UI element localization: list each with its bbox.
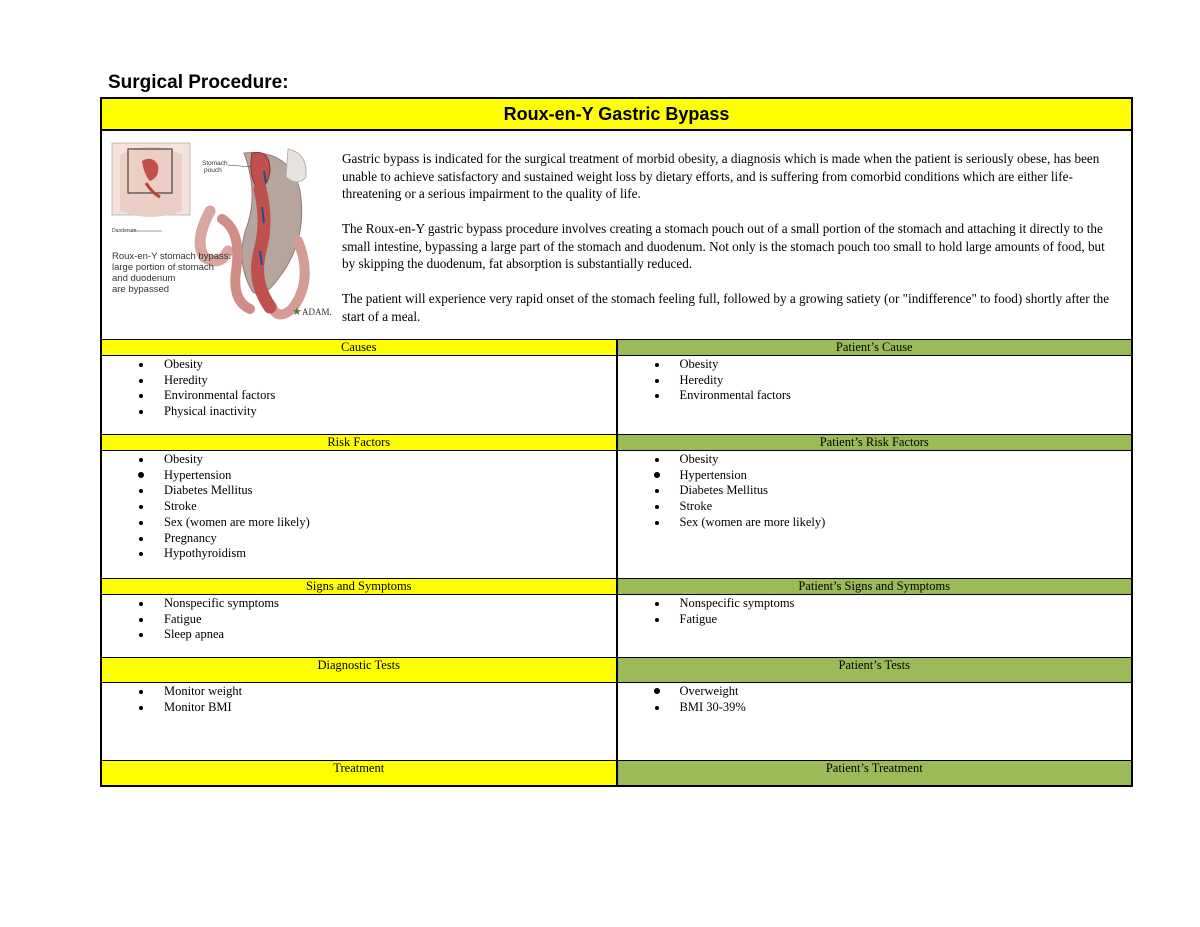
diagnostic-tests-header: Diagnostic Tests: [102, 658, 616, 683]
risk-factors-cell: [102, 451, 616, 579]
list-item: Environmental factors: [102, 388, 616, 404]
list-item: Hypertension: [618, 468, 1132, 484]
description-paragraph-3: The patient will experience very rapid onset of the stomach feeling full, followed by a growing satiety (or "indifference" to food) shortly after the start of a meal.: [342, 291, 1110, 324]
patient-signs-symptoms-cell: [616, 595, 1132, 658]
description-paragraph-2: The Roux-en-Y gastric bypass procedure involves creating a stomach pouch out of a small portion of the stomach and attaching it directly to the small intestine, bypassing a large part of the stomach and duodenum. Not only is the stomach pouch too small to hold large amounts of food, but by skipping the duodenum, fat absorption is substantially reduced.: [342, 221, 1105, 271]
list-item: Diabetes Mellitus: [618, 483, 1132, 499]
patient-cause-list: [618, 356, 1132, 404]
treatment-header-row: [102, 761, 1131, 785]
procedure-title: Roux-en-Y Gastric Bypass: [102, 99, 1131, 131]
list-item: Fatigue: [618, 612, 1132, 628]
risk-factors-header: Risk Factors: [102, 435, 616, 451]
list-item: Sex (women are more likely): [102, 515, 616, 531]
list-item: Stroke: [102, 499, 616, 515]
figure-caption-2: large portion of stomach: [112, 262, 214, 273]
list-item: Heredity: [618, 373, 1132, 389]
list-item: Monitor BMI: [102, 700, 616, 716]
signs-symptoms-cell: [102, 595, 616, 658]
signs-symptoms-list: [102, 595, 616, 643]
procedure-description: [340, 131, 1131, 339]
svg-text:Roux-en-Y stomach bypass:: [112, 251, 234, 295]
causes-header-row: [102, 340, 1131, 356]
list-item: Monitor weight: [102, 684, 616, 700]
adam-logo: ADAM.: [302, 307, 332, 317]
label-pouch-1: Stomach: [202, 160, 228, 167]
patient-cause-cell: [616, 356, 1132, 435]
signs-symptoms-header: Signs and Symptoms: [102, 579, 616, 595]
svg-text:Stomach pouch: [202, 160, 229, 174]
causes-cell: [102, 356, 616, 435]
patient-tests-header: Patient’s Tests: [616, 658, 1132, 683]
patient-risk-factors-cell: [616, 451, 1132, 579]
patient-signs-symptoms-list: [618, 595, 1132, 627]
adam-star-icon: ★: [292, 306, 302, 318]
procedure-table: [100, 97, 1133, 787]
list-item: Physical inactivity: [102, 404, 616, 420]
list-item: Obesity: [618, 357, 1132, 373]
figure-caption-3: and duodenum: [112, 273, 176, 284]
figure-caption-1: Roux-en-Y stomach bypass:: [112, 251, 232, 262]
label-duodenum: Duodenum: [112, 228, 137, 234]
patient-cause-header: Patient’s Cause: [616, 340, 1132, 356]
diagnostic-tests-list: [102, 683, 616, 715]
diagnostic-tests-cell: [102, 683, 616, 761]
risk-body-row: [102, 451, 1131, 579]
signs-body-row: [102, 595, 1131, 658]
list-item: Obesity: [102, 357, 616, 373]
patient-tests-list: [618, 683, 1132, 715]
signs-header-row: [102, 579, 1131, 595]
list-item: Hypertension: [102, 468, 616, 484]
causes-list: [102, 356, 616, 420]
list-item: Obesity: [102, 452, 616, 468]
description-paragraph-1: Gastric bypass is indicated for the surgical treatment of morbid obesity, a diagnosis which is made when the patient is seriously obese, has been unable to achieve satisfactory and sustained weight loss by dietary efforts, and is suffering from comorbid conditions which are either life-threatening or a serious impairment to the quality of life.: [342, 151, 1100, 201]
list-item: Fatigue: [102, 612, 616, 628]
patient-risk-factors-header: Patient’s Risk Factors: [616, 435, 1132, 451]
list-item: Stroke: [618, 499, 1132, 515]
gastric-bypass-illustration: [102, 131, 340, 339]
patient-tests-cell: [616, 683, 1132, 761]
list-item: Obesity: [618, 452, 1132, 468]
figure-caption-4: are bypassed: [112, 284, 170, 295]
tests-header-row: [102, 658, 1131, 683]
causes-header: Causes: [102, 340, 616, 356]
list-item: Nonspecific symptoms: [618, 596, 1132, 612]
tests-body-row: [102, 683, 1131, 761]
patient-risk-factors-list: [618, 451, 1132, 531]
list-item: Pregnancy: [102, 531, 616, 547]
label-pouch-2: pouch: [204, 167, 222, 174]
list-item: Overweight: [618, 684, 1132, 700]
patient-signs-symptoms-header: Patient’s Signs and Symptoms: [616, 579, 1132, 595]
risk-factors-list: [102, 451, 616, 562]
list-item: Hypothyroidism: [102, 546, 616, 562]
treatment-header: Treatment: [102, 761, 616, 785]
list-item: Diabetes Mellitus: [102, 483, 616, 499]
intro-section: [102, 131, 1131, 340]
page-heading: Surgical Procedure:: [108, 72, 289, 93]
list-item: Environmental factors: [618, 388, 1132, 404]
list-item: Sex (women are more likely): [618, 515, 1132, 531]
anatomy-figure: [102, 131, 340, 340]
patient-treatment-header: Patient’s Treatment: [616, 761, 1132, 785]
causes-body-row: [102, 356, 1131, 435]
list-item: Heredity: [102, 373, 616, 389]
list-item: Nonspecific symptoms: [102, 596, 616, 612]
risk-header-row: [102, 435, 1131, 451]
list-item: BMI 30-39%: [618, 700, 1132, 716]
list-item: Sleep apnea: [102, 627, 616, 643]
